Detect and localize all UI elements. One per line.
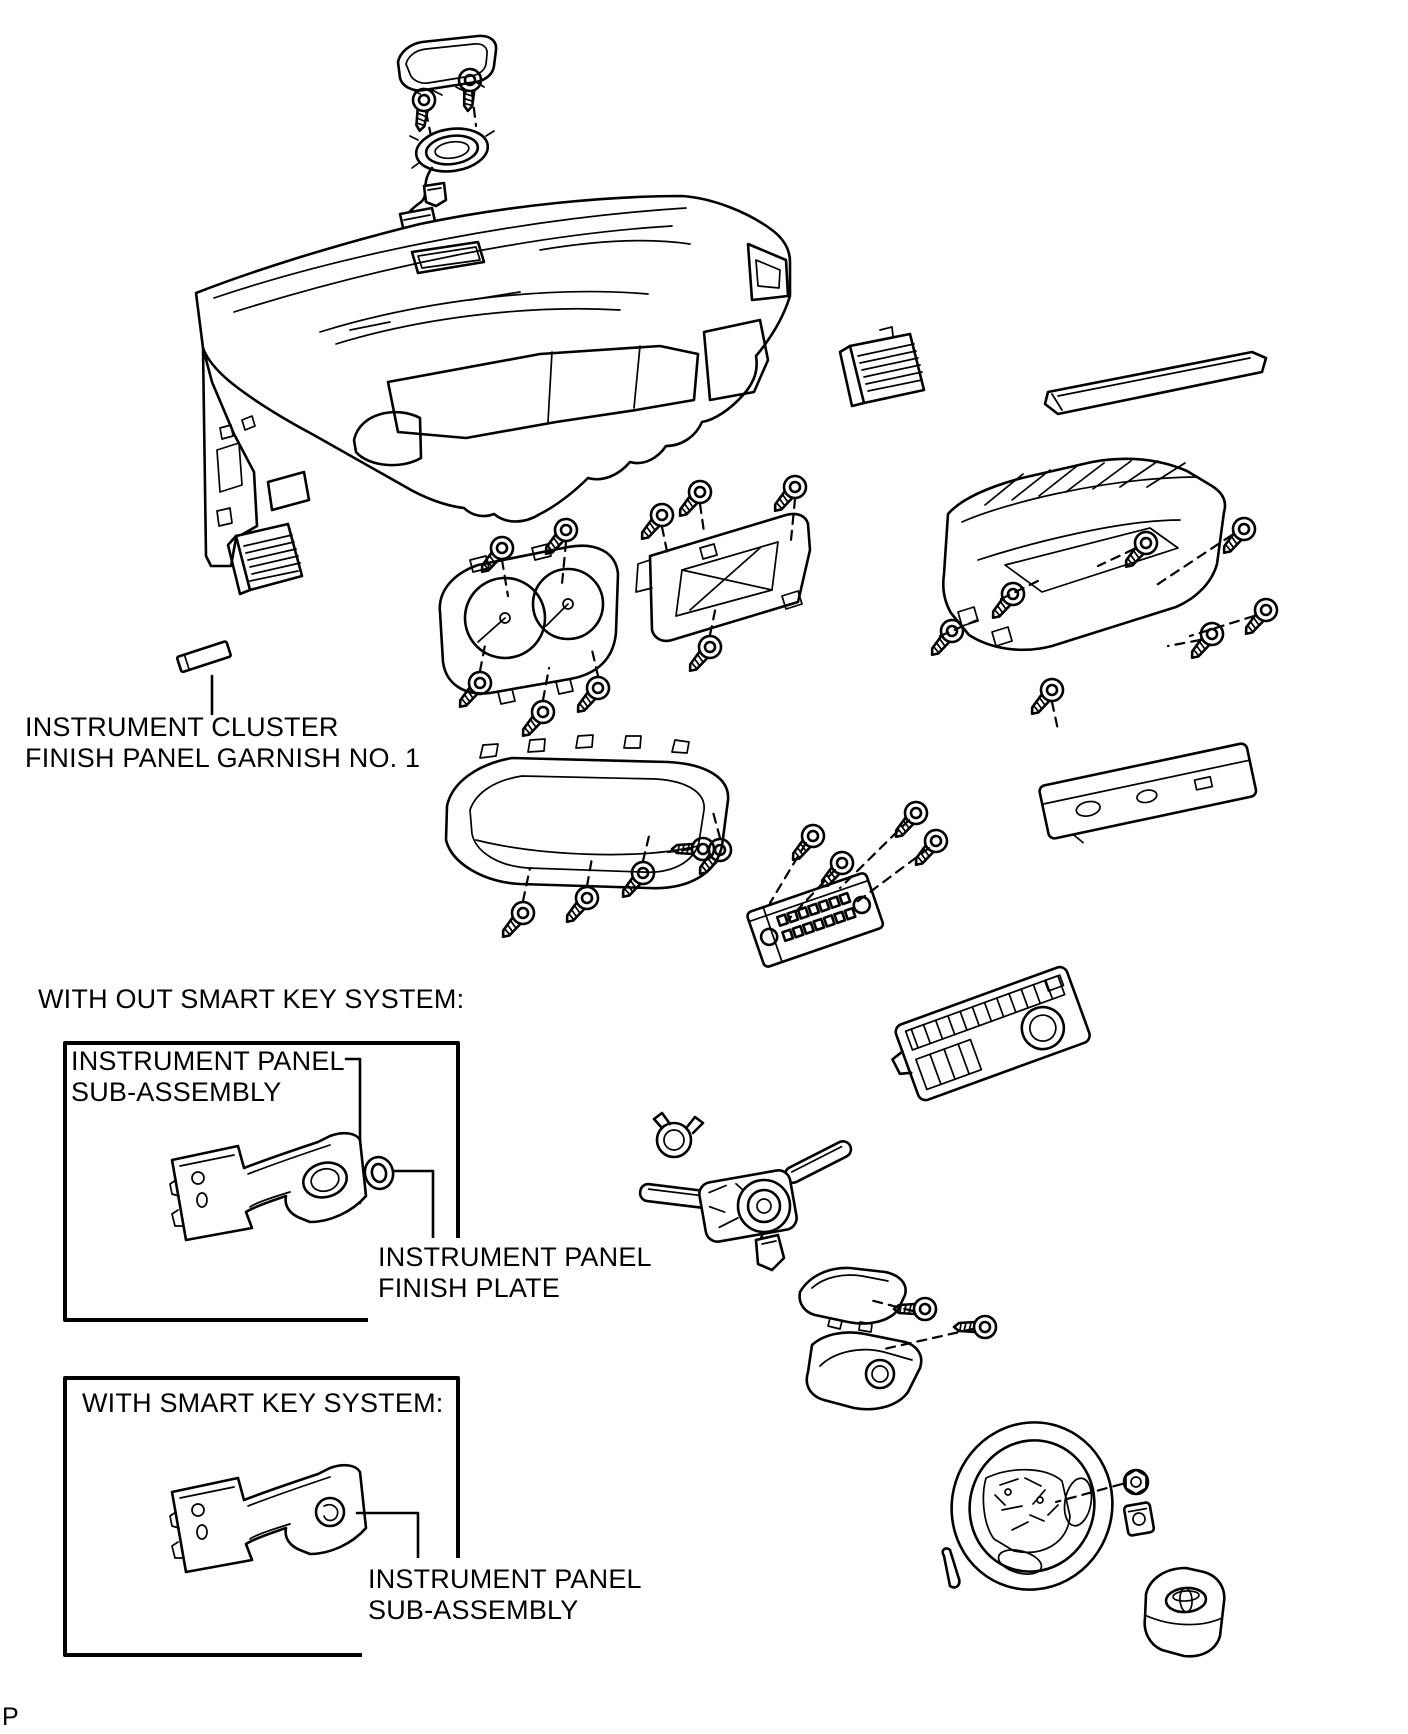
screw [954, 1316, 996, 1338]
callout-finish-plate-line1: INSTRUMENT PANEL [378, 1242, 652, 1272]
steering-switch [1124, 1502, 1155, 1536]
multi-display-unit [636, 514, 810, 641]
screw [682, 632, 726, 678]
screw [409, 88, 437, 133]
lower-finish-panel [1038, 743, 1259, 850]
dashed-line [426, 112, 431, 136]
callout-finish-plate-line2: FINISH PLATE [378, 1273, 560, 1303]
column-cover-upper [800, 1268, 906, 1332]
callout-box2-sub-assembly [362, 1558, 658, 1674]
screw [767, 472, 811, 518]
heater-control-trim-panel [882, 965, 1092, 1107]
instrument-panel-sub-assembly-no-smart-key [170, 1133, 366, 1240]
screw [672, 477, 716, 523]
glove-compartment-door [943, 459, 1225, 650]
callout-box2-line1: INSTRUMENT PANEL [368, 1564, 642, 1594]
leader-line [393, 1171, 433, 1240]
side-air-register-right [840, 327, 924, 406]
defroster-nozzle-garnish [1045, 352, 1266, 414]
radio-receiver [746, 872, 884, 968]
screw [634, 500, 678, 546]
page-footer-char: P [2, 1703, 19, 1731]
airbag-module [1145, 1568, 1225, 1656]
mounting-clip [424, 183, 446, 206]
callout-box2-line2: SUB-ASSEMBLY [368, 1595, 579, 1625]
side-air-register-left [228, 524, 302, 594]
callout-cluster-garnish-line1: INSTRUMENT CLUSTER [25, 712, 339, 742]
combination-switch [639, 1139, 854, 1270]
callout-box1-line1: INSTRUMENT PANEL [71, 1046, 345, 1076]
speaker-grille-cover [398, 36, 496, 95]
heading-with-smart-key: WITH SMART KEY SYSTEM: [82, 1388, 444, 1418]
cluster-finish-panel [446, 735, 728, 888]
callout-finish-plate [368, 1238, 668, 1334]
screw [570, 673, 614, 719]
garnish-no1-part [177, 641, 231, 672]
dashed-line [1052, 702, 1058, 730]
screw [495, 898, 539, 944]
screw [1024, 675, 1068, 721]
screw [559, 883, 603, 929]
screw [1238, 595, 1282, 641]
callout-box1-sub-assembly [71, 1046, 345, 1108]
column-hole-cover [943, 1548, 960, 1587]
callout-cluster-garnish [25, 712, 420, 774]
heading-without-smart-key: WITH OUT SMART KEY SYSTEM: [38, 984, 465, 1014]
callout-cluster-garnish-line2: FINISH PANEL GARNISH NO. 1 [25, 743, 421, 773]
steering-wheel [930, 1401, 1134, 1610]
instrument-panel-finish-plate [362, 1154, 396, 1191]
column-clamp [654, 1113, 703, 1157]
steering-nut [1124, 1470, 1148, 1494]
instrument-panel-sub-assembly-smart-key [170, 1465, 366, 1572]
screw [515, 697, 559, 743]
callout-box1-line2: SUB-ASSEMBLY [71, 1077, 282, 1107]
